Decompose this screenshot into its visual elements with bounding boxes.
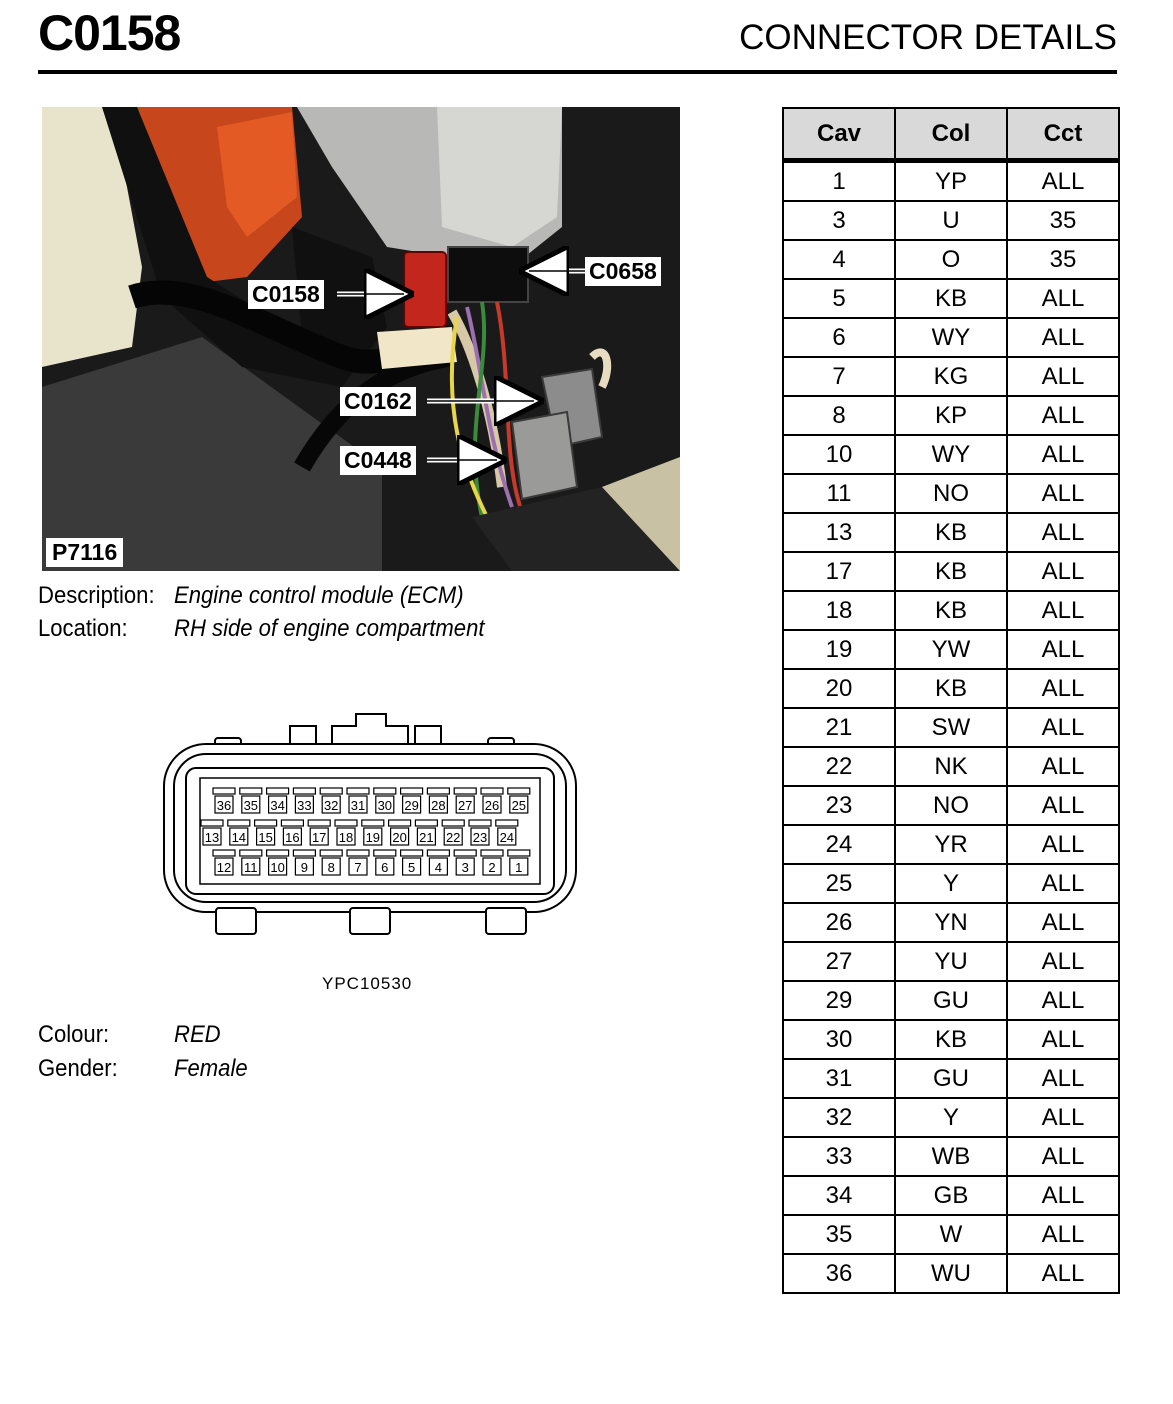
gender-label: Gender: [38,1055,118,1082]
cell-col: WY [895,435,1007,474]
colour-label: Colour: [38,1021,110,1048]
cell-cct: ALL [1007,786,1119,825]
cell-cav: 8 [783,396,895,435]
table-row [783,864,1119,903]
pin-number: 11 [244,860,258,875]
pin-number: 34 [270,798,285,813]
table-row [783,474,1119,513]
pin-latch [213,788,235,794]
pin-number: 1 [515,860,523,875]
cell-col: NO [895,474,1007,513]
cell-cct: ALL [1007,1020,1119,1059]
cell-col: KB [895,279,1007,318]
pin-number: 26 [484,798,500,813]
pin-latch [401,788,423,794]
table-row [783,357,1119,396]
cell-col: KB [895,552,1007,591]
pin-number: 5 [407,860,416,875]
table-row [783,591,1119,630]
cell-cct: ALL [1007,1137,1119,1176]
cell-cct: ALL [1007,1254,1119,1293]
cell-cct: ALL [1007,161,1119,202]
pin-latch [213,850,235,856]
pin-number: 27 [457,798,473,813]
cell-col: YN [895,903,1007,942]
cell-col: SW [895,708,1007,747]
engine-bay-illustration [42,107,680,571]
pin-number: 6 [381,860,389,875]
pin-number: 19 [365,830,381,845]
cell-col: KG [895,357,1007,396]
cell-cav: 7 [783,357,895,396]
pin-latch [362,820,384,826]
cell-cct: ALL [1007,396,1119,435]
cell-cct: ALL [1007,903,1119,942]
column-header-col: Col [895,108,1007,161]
cell-cct: ALL [1007,435,1119,474]
description-label: Description: [38,582,155,609]
table-row [783,513,1119,552]
cell-cct: ALL [1007,981,1119,1020]
table-row [783,981,1119,1020]
pin-number: 10 [270,860,285,875]
column-header-cav: Cav [783,108,895,161]
pin-number: 22 [445,830,461,845]
cell-cav: 36 [783,1254,895,1293]
pin-number: 28 [431,798,446,813]
pin-number: 20 [392,830,407,845]
location-label: Location: [38,615,128,642]
pin-latch [415,820,437,826]
pin-latch [347,788,369,794]
pin-latch [240,788,262,794]
table-row [783,201,1119,240]
pin-latch [255,820,277,826]
pin-latch [293,850,315,856]
pin-number: 17 [311,830,327,845]
cell-col: YR [895,825,1007,864]
pin-latch [293,788,315,794]
cell-col: KB [895,591,1007,630]
pin-number: 14 [231,830,247,845]
pin-latch [508,788,530,794]
cell-col: GB [895,1176,1007,1215]
cell-cct: ALL [1007,630,1119,669]
connector-location-photo [42,107,680,571]
page-heading: CONNECTOR DETAILS [739,18,1117,57]
pin-latch [389,820,411,826]
pin-number: 16 [285,830,300,845]
pin-latch [469,820,491,826]
pin-number: 15 [258,830,273,845]
table-row [783,903,1119,942]
cell-cav: 22 [783,747,895,786]
pin-number: 8 [327,860,335,875]
cell-col: WU [895,1254,1007,1293]
pin-latch [454,788,476,794]
cell-cct: ALL [1007,942,1119,981]
pin-number: 3 [461,860,469,875]
cell-cav: 24 [783,825,895,864]
cell-cav: 10 [783,435,895,474]
cell-col: U [895,201,1007,240]
cell-cct: ALL [1007,318,1119,357]
pin-number: 33 [297,798,312,813]
cell-cct: 35 [1007,201,1119,240]
pin-number: 32 [323,798,339,813]
pin-latch [508,850,530,856]
cell-col: KB [895,513,1007,552]
cell-cav: 18 [783,591,895,630]
cell-col: KB [895,1020,1007,1059]
pin-number: 18 [338,830,354,845]
pin-latch [240,850,262,856]
callout-c0448: C0448 [340,446,416,475]
header-divider [38,70,1117,74]
cell-cav: 23 [783,786,895,825]
cell-cct: ALL [1007,1059,1119,1098]
cell-cav: 27 [783,942,895,981]
cell-cav: 21 [783,708,895,747]
callout-c0658: C0658 [585,257,661,286]
cell-cav: 6 [783,318,895,357]
cell-cct: 35 [1007,240,1119,279]
cell-cav: 4 [783,240,895,279]
cell-cav: 32 [783,1098,895,1137]
pin-latch [374,788,396,794]
cell-cct: ALL [1007,825,1119,864]
photo-reference: P7116 [46,538,123,567]
pin-number: 21 [419,830,434,845]
pin-number: 24 [499,830,515,845]
cell-cav: 20 [783,669,895,708]
cell-cav: 3 [783,201,895,240]
pin-latch [374,850,396,856]
table-row [783,942,1119,981]
cell-cav: 34 [783,1176,895,1215]
table-header-row [783,108,1119,161]
cell-cav: 33 [783,1137,895,1176]
cell-cct: ALL [1007,357,1119,396]
table-row [783,279,1119,318]
table-row [783,1020,1119,1059]
pin-latch [401,850,423,856]
pin-number: 2 [488,860,496,875]
table-row [783,161,1119,202]
table-row [783,747,1119,786]
cell-col: Y [895,864,1007,903]
description-value: Engine control module (ECM) [174,582,464,609]
cell-cav: 13 [783,513,895,552]
cell-cct: ALL [1007,279,1119,318]
pin-latch [281,820,303,826]
table-row [783,552,1119,591]
cell-cav: 29 [783,981,895,1020]
cell-col: GU [895,981,1007,1020]
location-value: RH side of engine compartment [174,615,485,642]
table-row [783,708,1119,747]
column-header-cct: Cct [1007,108,1119,161]
cell-cct: ALL [1007,864,1119,903]
pin-latch [308,820,330,826]
pin-latch [481,788,503,794]
cell-cct: ALL [1007,1176,1119,1215]
table-row [783,1176,1119,1215]
pin-latch [267,850,289,856]
cell-cct: ALL [1007,708,1119,747]
cell-cav: 31 [783,1059,895,1098]
pin-latch [320,788,342,794]
pin-latch [442,820,464,826]
callout-c0162: C0162 [340,387,416,416]
pin-latch [496,820,518,826]
pin-number: 29 [404,798,419,813]
pin-number: 7 [354,860,362,875]
connector-code-title: C0158 [38,5,181,61]
pin-latch [335,820,357,826]
cell-cav: 19 [783,630,895,669]
gender-value: Female [174,1055,248,1082]
pin-number: 23 [472,830,488,845]
cell-cct: ALL [1007,474,1119,513]
connector-face-diagram [160,712,580,942]
pin-latch [228,820,250,826]
table-row [783,1137,1119,1176]
cell-col: W [895,1215,1007,1254]
cell-cav: 30 [783,1020,895,1059]
pin-number: 13 [204,830,220,845]
table-row [783,669,1119,708]
cell-col: WB [895,1137,1007,1176]
cell-cav: 1 [783,161,895,202]
diagram-reference: YPC10530 [322,974,413,993]
cell-col: GU [895,1059,1007,1098]
pin-number: 4 [434,860,443,875]
colour-value: RED [174,1021,221,1048]
pin-latch [427,788,449,794]
cell-col: NK [895,747,1007,786]
cell-col: NO [895,786,1007,825]
cell-cav: 35 [783,1215,895,1254]
table-row [783,1098,1119,1137]
cell-col: O [895,240,1007,279]
pin-number: 30 [377,798,393,813]
pin-latch [481,850,503,856]
table-row [783,825,1119,864]
cell-cct: ALL [1007,747,1119,786]
cell-col: Y [895,1098,1007,1137]
pin-number: 31 [350,798,366,813]
cell-cct: ALL [1007,1098,1119,1137]
cell-col: YW [895,630,1007,669]
cell-col: YU [895,942,1007,981]
table-row [783,435,1119,474]
callout-c0158: C0158 [248,280,324,309]
cell-cct: ALL [1007,669,1119,708]
pin-latch [347,850,369,856]
cell-cav: 25 [783,864,895,903]
cell-cav: 17 [783,552,895,591]
cell-col: KB [895,669,1007,708]
table-row [783,1215,1119,1254]
pinout-table [782,107,1120,1294]
pin-number: 25 [511,798,527,813]
pin-latch [320,850,342,856]
cell-cav: 26 [783,903,895,942]
table-row [783,1254,1119,1293]
cell-col: WY [895,318,1007,357]
pin-number: 9 [300,860,309,875]
cell-cct: ALL [1007,1215,1119,1254]
cell-cav: 5 [783,279,895,318]
pin-latch [454,850,476,856]
table-row [783,630,1119,669]
table-row [783,240,1119,279]
table-row [783,396,1119,435]
table-row [783,1059,1119,1098]
cell-col: KP [895,396,1007,435]
cell-cav: 11 [783,474,895,513]
pin-latch [267,788,289,794]
cell-cct: ALL [1007,513,1119,552]
table-row [783,318,1119,357]
pin-number: 35 [243,798,259,813]
pin-latch [427,850,449,856]
cell-cct: ALL [1007,552,1119,591]
pin-number: 36 [216,798,232,813]
cell-col: YP [895,161,1007,202]
cell-cct: ALL [1007,591,1119,630]
table-row [783,786,1119,825]
pin-number: 12 [216,860,232,875]
pin-latch [201,820,223,826]
